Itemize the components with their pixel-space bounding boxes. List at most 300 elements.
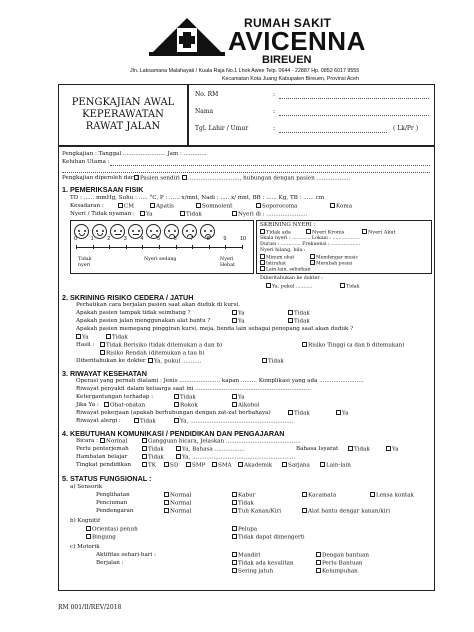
label-lk-pr: ( Lk/Pr ) xyxy=(393,125,419,132)
s5-penglihatan: Penglihatan xyxy=(96,492,130,498)
kes-apatis[interactable] xyxy=(150,203,174,210)
s2-h3[interactable] xyxy=(100,350,205,357)
scale-mid-label: Nyeri sedang xyxy=(144,257,177,262)
form-title-line1: PENGKAJIAN AWAL xyxy=(71,97,175,108)
opt-label: Kabur xyxy=(238,492,256,499)
scale-number: 6 xyxy=(173,236,177,242)
checkbox[interactable] xyxy=(232,552,237,557)
checkbox[interactable] xyxy=(260,266,265,271)
checkbox[interactable] xyxy=(150,203,155,208)
scale-number: 10 xyxy=(240,236,247,242)
checkbox[interactable] xyxy=(232,500,237,505)
field-tgl-lahir[interactable] xyxy=(279,132,387,133)
sk-kronis[interactable] xyxy=(306,229,344,236)
hospital-name-line3: BIREUEN xyxy=(262,54,312,66)
face-5 xyxy=(164,224,179,239)
s2-q3-ya[interactable] xyxy=(232,318,245,325)
sep-3: : xyxy=(273,125,276,132)
opt-label: Ya xyxy=(238,394,245,401)
scale-number: 9 xyxy=(223,236,227,242)
checkbox[interactable] xyxy=(134,175,139,180)
opt-label: Tidak xyxy=(346,284,360,290)
opt-label: Alat bantu dengar kanan/kiri xyxy=(308,508,390,515)
opt-label: Normal xyxy=(170,508,192,515)
s5-kelumpuhan[interactable] xyxy=(316,568,358,575)
sk-dokter-ya[interactable] xyxy=(266,283,313,290)
s3-ket-tidak[interactable] xyxy=(174,394,196,401)
opt-label: Tidak xyxy=(148,454,164,461)
s2-hasil: Hasil : xyxy=(76,342,95,348)
hospital-name-line1: RUMAH SAKIT xyxy=(244,16,332,30)
s4-smp[interactable] xyxy=(186,462,205,469)
section-5-title: 5. STATUS FUNGSIONAL : xyxy=(62,474,152,483)
scale-tick xyxy=(126,245,127,249)
s3-rokok[interactable] xyxy=(174,402,198,409)
s3-pek-tidak[interactable] xyxy=(288,410,310,417)
s2-dokter-ya[interactable] xyxy=(148,358,201,365)
opt-label: Tidak Berisiko (tidak ditemukan a dan b) xyxy=(106,342,223,349)
s5-berjalan: Berjalan : xyxy=(96,560,124,566)
form-title-line3: RAWAT JALAN xyxy=(85,121,161,132)
checkbox[interactable] xyxy=(134,418,139,423)
s3-keluarga: Riwayat penyakit dalam keluarga saat ini ................................................................. xyxy=(76,386,311,392)
opt-label: Kacamata xyxy=(308,492,337,499)
keluhan-field-2[interactable] xyxy=(62,172,430,173)
sk-skala: Skala nyeri : ............ Lokasi : .................. xyxy=(260,236,360,241)
scale-number: 3 xyxy=(123,236,127,242)
section-1-title: 1. PEMERIKSAAN FISIK xyxy=(62,185,144,194)
scale-tick xyxy=(209,245,210,249)
opt-label: Ya, pukul ........... xyxy=(154,358,202,365)
checkbox[interactable] xyxy=(316,568,321,573)
s2-dokter-tidak[interactable] xyxy=(262,358,284,365)
s5-kognitif: b) Kognitif xyxy=(70,518,101,524)
opt-label: Somnolent xyxy=(202,203,233,210)
scale-number: 8 xyxy=(206,236,210,242)
checkbox[interactable] xyxy=(186,462,191,467)
form-title-box xyxy=(58,84,188,146)
sk-lain[interactable] xyxy=(260,266,311,273)
checkbox[interactable] xyxy=(212,462,217,467)
checkbox[interactable] xyxy=(232,526,237,531)
checkbox[interactable] xyxy=(180,211,185,216)
checkbox[interactable] xyxy=(302,508,307,513)
diperoleh-hubungan[interactable] xyxy=(182,175,350,182)
opt-label: Nyeri Akut xyxy=(368,229,396,236)
checkbox[interactable] xyxy=(386,446,391,451)
checkbox[interactable] xyxy=(316,560,321,565)
checkbox[interactable] xyxy=(106,334,111,339)
opt-label: Kelumpuhan xyxy=(322,568,358,575)
kes-soporocoma[interactable] xyxy=(256,203,297,210)
opt-label: Tidak dapat dimengerti xyxy=(238,534,305,541)
opt-label: Lain-lain, sebutkan xyxy=(266,267,311,273)
checkbox[interactable] xyxy=(288,318,293,323)
opt-label: Ya xyxy=(238,318,245,325)
s2-q4: Apakah pasien memegang pinggiran kursi, meja, benda lain sebagai penopang saat akan duduk ? xyxy=(76,326,354,332)
s2-q3-tidak[interactable] xyxy=(288,318,310,325)
opt-label: Tidak xyxy=(112,334,128,341)
checkbox[interactable] xyxy=(174,394,179,399)
s3-ketergantungan: Ketergantungan terhadap : xyxy=(76,394,154,400)
opt-label: Tidak xyxy=(180,394,196,401)
diperoleh-pasien-sendiri[interactable] xyxy=(134,175,180,182)
checkbox[interactable] xyxy=(86,534,91,539)
form-title-line2: KEPERAWATAN xyxy=(82,109,164,120)
s2-q2-tidak[interactable] xyxy=(288,310,310,317)
kes-somnolent[interactable] xyxy=(196,203,232,210)
s2-h2[interactable] xyxy=(302,342,404,349)
sk-title: SKRINING NYERI : xyxy=(260,222,316,228)
checkbox[interactable] xyxy=(232,568,237,573)
opt-label: Ya, Bahasa ................. xyxy=(182,446,245,453)
opt-label: Tidak xyxy=(294,410,310,417)
sk-durasi: Durasi : ............. Frekuensi : ................... xyxy=(260,242,361,247)
checkbox[interactable] xyxy=(316,552,321,557)
face-1 xyxy=(92,224,107,239)
scale-number: 5 xyxy=(157,236,161,242)
checkbox[interactable] xyxy=(86,526,91,531)
s3-obat[interactable] xyxy=(104,402,145,409)
opt-label: Tidak xyxy=(238,500,254,507)
s5-penc-normal[interactable] xyxy=(164,500,191,507)
checkbox[interactable] xyxy=(142,446,147,451)
s3-alergi-ya[interactable] xyxy=(174,418,293,425)
opt-label: SD xyxy=(170,462,179,469)
checkbox[interactable] xyxy=(362,229,367,234)
opt-label: Gangguan bicara, Jelaskan .......................................... xyxy=(148,438,301,445)
checkbox[interactable] xyxy=(142,454,147,459)
checkbox[interactable] xyxy=(232,560,237,565)
s3-alergi-tidak[interactable] xyxy=(134,418,156,425)
opt-label: CM xyxy=(124,203,135,210)
label-no-rm: No. RM xyxy=(195,91,219,98)
s3-operasi: Operasi yang pernah dialami : Jenis ....................... kapan ......... Komplikasi yang ada ......................... xyxy=(76,378,364,384)
s4-pendidikan: Tingkat pendidikan xyxy=(76,462,132,468)
s2-q4-ya[interactable] xyxy=(76,334,89,341)
s2-h1[interactable] xyxy=(100,342,222,349)
pengkajian-line: Pengkajian : Tanggal ........................ Jam : ............. xyxy=(62,151,207,157)
opt-label: Normal xyxy=(170,500,192,507)
checkbox[interactable] xyxy=(330,203,335,208)
opt-label: Pasien sendiri xyxy=(140,175,180,182)
checkbox[interactable] xyxy=(232,492,237,497)
opt-label: Ya, .......................................................... xyxy=(182,454,296,461)
s5-pend-alat[interactable] xyxy=(302,508,390,515)
sk-dokter: Diberitahukan ke dokter : xyxy=(260,276,323,281)
checkbox[interactable] xyxy=(288,410,293,415)
opt-label: Tidak ada kesulitan xyxy=(238,560,294,567)
opt-label: Tidak xyxy=(268,358,284,365)
checkbox[interactable] xyxy=(174,418,179,423)
s5-orientasi[interactable] xyxy=(86,526,138,533)
s5-pengl-kacamata[interactable] xyxy=(302,492,336,499)
opt-label: Dengan bantuan xyxy=(322,552,370,559)
opt-label: Bingung xyxy=(92,534,116,541)
checkbox[interactable] xyxy=(232,211,237,216)
checkbox[interactable] xyxy=(256,203,261,208)
opt-label: Orientasi penuh xyxy=(92,526,138,533)
section-2-title: 2. SKRINING RISIKO CEDERA / JATUH xyxy=(62,293,194,302)
scale-tick xyxy=(76,245,77,249)
opt-label: Tuli Kanan/Kiri xyxy=(238,508,282,515)
sep-1: : xyxy=(273,91,276,98)
checkbox[interactable] xyxy=(140,211,145,216)
opt-label: Istirahat xyxy=(266,261,286,267)
s4-sarjana[interactable] xyxy=(282,462,310,469)
scale-number: 2 xyxy=(107,236,111,242)
opt-label: TK xyxy=(148,462,156,469)
checkbox[interactable] xyxy=(100,438,105,443)
sk-posisi[interactable] xyxy=(310,260,352,267)
opt-label: Lain-lain xyxy=(326,462,351,469)
s2-dokter: Diberitahukan ke dokter xyxy=(76,358,146,364)
checkbox[interactable] xyxy=(164,508,169,513)
opt-label: Merubah posisi xyxy=(316,261,353,267)
checkbox[interactable] xyxy=(232,394,237,399)
checkbox[interactable] xyxy=(100,342,105,347)
opt-label: Normal xyxy=(106,438,128,445)
s5-tidak-dimengerti[interactable] xyxy=(232,534,305,541)
checkbox[interactable] xyxy=(320,462,325,467)
hospital-region: Kecamatan Kota Juang Kabupaten Bireuen, Provinsi Aceh xyxy=(222,76,359,82)
opt-label: Tidak xyxy=(148,446,164,453)
s5-penc-tidak[interactable] xyxy=(232,500,254,507)
s4-ham-tidak[interactable] xyxy=(142,454,164,461)
s5-bingung[interactable] xyxy=(86,534,116,541)
hospital-address: Jln. Laksamana Malahayati / Kuala Raja No.1 Lhok Awee Telp. 0644 - 22887 Hp. 0852 6017 9555 xyxy=(130,68,360,74)
scale-tick xyxy=(142,245,143,249)
opt-label: Tidak ada xyxy=(266,229,291,236)
opt-label: Mandiri xyxy=(238,552,261,559)
checkbox[interactable] xyxy=(174,402,179,407)
checkbox[interactable] xyxy=(164,492,169,497)
s4-bicara-gangguan[interactable] xyxy=(142,438,301,445)
checkbox[interactable] xyxy=(118,203,123,208)
opt-label: Ya, pukul ........... xyxy=(272,284,313,290)
s4-isy-ya[interactable] xyxy=(386,446,399,453)
checkbox[interactable] xyxy=(232,534,237,539)
hospital-name-line2: AVICENNA xyxy=(228,26,366,56)
nyeri-label: Nyeri / Tidak nyaman : xyxy=(70,211,135,217)
keluhan-label: Keluhan Utama : xyxy=(62,159,110,165)
opt-label: Sering jatuh xyxy=(238,568,274,575)
s2-q2: Apakah pasien tampak tidak seimbang ? xyxy=(76,310,191,316)
checkbox[interactable] xyxy=(142,462,147,467)
scale-number: 7 xyxy=(190,236,194,242)
checkbox[interactable] xyxy=(370,492,375,497)
s5-pengl-lensa[interactable] xyxy=(370,492,414,499)
checkbox[interactable] xyxy=(164,500,169,505)
checkbox[interactable] xyxy=(282,462,287,467)
s4-pen-tidak[interactable] xyxy=(142,446,164,453)
s2-q4-tidak[interactable] xyxy=(106,334,128,341)
s3-pek-ya[interactable] xyxy=(336,410,349,417)
opt-label: Koma xyxy=(336,203,353,210)
opt-label: Alkohol xyxy=(238,402,260,409)
checkbox[interactable] xyxy=(310,260,315,265)
s3-alergi: Riwayat alergi : xyxy=(76,418,121,424)
opt-label: Sarjana xyxy=(288,462,310,469)
opt-label: Lensa kontak xyxy=(376,492,414,499)
diperoleh-label: Pengkajian diperoleh dari : xyxy=(62,175,139,181)
section-4-title: 4. KEBUTUHAN KOMUNIKASI / PENDIDIKAN DAN PENGAJARAN xyxy=(62,429,285,438)
s5-pendengaran: Pendengaran xyxy=(96,508,134,514)
opt-label: Risiko Rendah (ditemukan a tau b) xyxy=(106,350,205,357)
s5-dengan-bantuan[interactable] xyxy=(316,552,369,559)
checkbox[interactable] xyxy=(238,462,243,467)
checkbox[interactable] xyxy=(306,229,311,234)
checkbox[interactable] xyxy=(302,492,307,497)
checkbox[interactable] xyxy=(232,508,237,513)
checkbox[interactable] xyxy=(196,203,201,208)
opt-label: Ya xyxy=(342,410,349,417)
opt-label: Tidak xyxy=(294,318,310,325)
s4-tk[interactable] xyxy=(142,462,156,469)
hospital-logo xyxy=(147,14,227,58)
opt-label: Ya xyxy=(146,211,153,218)
s3-ket-ya[interactable] xyxy=(232,394,245,401)
opt-label: Ya xyxy=(392,446,399,453)
s5-aktifitas: Aktifitas sehari-hari : xyxy=(96,552,156,558)
nyeri-tidak[interactable] xyxy=(180,211,202,218)
checkbox[interactable] xyxy=(260,260,265,265)
checkbox[interactable] xyxy=(142,438,147,443)
checkbox[interactable] xyxy=(232,318,237,323)
kes-koma[interactable] xyxy=(330,203,352,210)
kesadaran-label: Kesadaran : xyxy=(70,203,104,209)
s5-pend-tuli[interactable] xyxy=(232,508,281,515)
checkbox[interactable] xyxy=(76,334,81,339)
s2-q3: Apakah pasien jalan menggunakan alat bantu ? xyxy=(76,318,211,324)
checkbox[interactable] xyxy=(176,446,181,451)
s5-sensorik: a) Sensorik xyxy=(70,484,103,490)
field-nama[interactable] xyxy=(279,115,429,116)
checkbox[interactable] xyxy=(182,175,187,180)
opt-label: SMP xyxy=(192,462,206,469)
scale-number: 1 xyxy=(90,236,94,242)
sk-dokter-tidak[interactable] xyxy=(340,283,360,290)
opt-label: Normal xyxy=(170,492,192,499)
s3-alkohol[interactable] xyxy=(232,402,259,409)
opt-label: SMA xyxy=(218,462,232,469)
face-2 xyxy=(110,224,125,239)
opt-label: Ya xyxy=(238,310,245,317)
opt-label: Tidak xyxy=(140,418,156,425)
vitals-line: TD : ...... mmHg, Suhu : ..... °C, P : ...... x/mnt, Nadi : ..... x/ mnt, BB : ...... Kg, TB : ...... cm xyxy=(70,195,325,201)
nyeri-ya[interactable] xyxy=(140,211,153,218)
opt-label: Tidak xyxy=(354,446,370,453)
opt-label: Ya, .......................................................... xyxy=(180,418,294,425)
s4-bicara: Bicara : xyxy=(76,438,99,444)
label-tgl-lahir: Tgl. Lahir / Umur xyxy=(195,125,249,132)
checkbox[interactable] xyxy=(100,350,105,355)
opt-label: Ya xyxy=(82,334,89,341)
s4-akademik[interactable] xyxy=(238,462,272,469)
s5-pelupa[interactable] xyxy=(232,526,257,533)
scale-left-label: Tidak nyeri xyxy=(78,257,92,268)
checkbox[interactable] xyxy=(260,254,265,259)
scale-tick xyxy=(225,245,226,249)
s4-sd[interactable] xyxy=(164,462,178,469)
scale-tick xyxy=(109,245,110,249)
s5-mandiri[interactable] xyxy=(232,552,261,559)
checkbox[interactable] xyxy=(310,254,315,259)
s4-ham-ya[interactable] xyxy=(176,454,295,461)
section-3-title: 3. RIWAYAT KESEHATAN xyxy=(62,369,147,378)
opt-label: Soporocoma xyxy=(262,203,298,210)
s4-pen-ya[interactable] xyxy=(176,446,245,453)
s5-pend-normal[interactable] xyxy=(164,508,191,515)
patient-id-box xyxy=(188,84,435,146)
field-no-rm[interactable] xyxy=(279,98,429,99)
s5-perlu-bantuan[interactable] xyxy=(316,560,363,567)
s4-bicara-normal[interactable] xyxy=(100,438,127,445)
s5-pengl-normal[interactable] xyxy=(164,492,191,499)
scale-tick xyxy=(93,245,94,249)
scale-tick xyxy=(242,245,243,249)
checkbox[interactable] xyxy=(176,454,181,459)
checkbox[interactable] xyxy=(232,402,237,407)
checkbox[interactable] xyxy=(104,402,109,407)
checkbox[interactable] xyxy=(302,342,307,347)
s2-q2-ya[interactable] xyxy=(232,310,245,317)
s4-isy-tidak[interactable] xyxy=(348,446,370,453)
s5-pengl-kabur[interactable] xyxy=(232,492,255,499)
checkbox[interactable] xyxy=(336,410,341,415)
s5-sering-jatuh[interactable] xyxy=(232,568,273,575)
s4-lain[interactable] xyxy=(320,462,351,469)
kes-cm[interactable] xyxy=(118,203,134,210)
checkbox[interactable] xyxy=(348,446,353,451)
s4-sma[interactable] xyxy=(212,462,232,469)
s4-hambatan: Hambatan belajar xyxy=(76,454,128,460)
opt-label: ............................., hubungan dengan pasien ................... xyxy=(188,175,351,182)
nyeri-di[interactable] xyxy=(232,211,307,218)
form-code: RM 001/II/REV/2018 xyxy=(58,604,122,611)
checkbox[interactable] xyxy=(340,283,345,288)
sk-akut[interactable] xyxy=(362,229,396,236)
checkbox[interactable] xyxy=(266,283,271,288)
checkbox[interactable] xyxy=(262,358,267,363)
opt-label: Tidak xyxy=(294,310,310,317)
opt-label: Rokok xyxy=(180,402,198,409)
opt-label: Akademik xyxy=(244,462,273,469)
sk-hilang: Nyeri hilang, bila : xyxy=(260,248,306,253)
checkbox[interactable] xyxy=(148,358,153,363)
scale-tick xyxy=(176,245,177,249)
opt-label: Minum obat xyxy=(266,255,295,261)
checkbox[interactable] xyxy=(288,310,293,315)
sk-tidak-ada[interactable] xyxy=(260,229,291,236)
scale-number: 0 xyxy=(74,236,78,242)
scale-right-label: Nyeri Hebat xyxy=(220,257,235,268)
opt-label: Tidak xyxy=(186,211,202,218)
opt-label: Risiko Tinggi (a dan b ditemukan) xyxy=(308,342,405,349)
s4-pen-isyarat: Bahasa Isyarat xyxy=(296,446,339,452)
s5-tidak-kesulitan[interactable] xyxy=(232,560,294,567)
s5-penciuman: Penciuman xyxy=(96,500,128,506)
checkbox[interactable] xyxy=(232,310,237,315)
s5-motorik: c) Motorik xyxy=(70,544,100,550)
opt-label: Nyeri Kronis xyxy=(312,229,345,236)
label-nama: Nama xyxy=(195,108,214,115)
checkbox[interactable] xyxy=(164,462,169,467)
scale-tick xyxy=(192,245,193,249)
keluhan-field[interactable] xyxy=(110,165,430,166)
scale-number: 4 xyxy=(140,236,144,242)
checkbox[interactable] xyxy=(260,229,265,234)
